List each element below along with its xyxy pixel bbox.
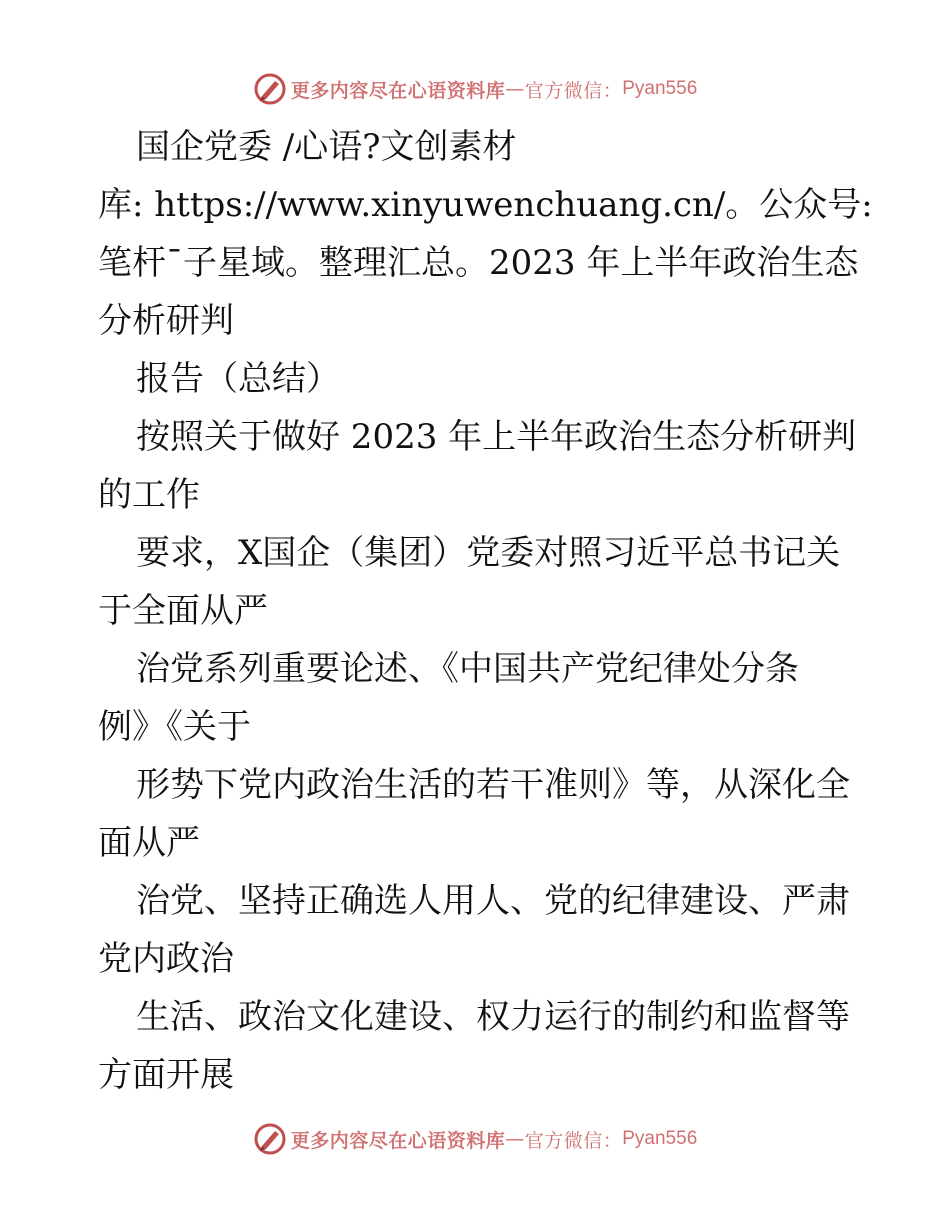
text-line: 方面开展 xyxy=(98,1055,234,1095)
text-line: 要求，X国企（集团）党委对照习近平总书记关 xyxy=(136,533,841,573)
text-line: 例》《关于 xyxy=(98,707,251,747)
text-line: 笔杆¯子星域。整理汇总。2023 年上半年政治生态 xyxy=(98,243,859,283)
text-line: 按照关于做好 2023 年上半年政治生态分析研判 xyxy=(136,417,857,457)
text-line: 治党系列重要论述、《中国共产党纪律处分条 xyxy=(136,649,799,689)
text-line: 形势下党内政治生活的若干准则》等，从深化全 xyxy=(136,765,850,805)
text-line: 治党、坚持正确选人用人、党的纪律建设、严肃 xyxy=(136,881,850,921)
footer-watermark xyxy=(0,1122,950,1156)
text-line: 报告（总结） xyxy=(136,359,340,399)
text-line: 面从严 xyxy=(98,823,200,863)
text-line: 分析研判 xyxy=(98,301,234,341)
document-body xyxy=(98,118,873,1104)
header-watermark xyxy=(0,72,950,106)
text-line: 库: https://www.xinyuwenchuang.cn/。公众号: xyxy=(98,185,873,225)
watermark-dash: — xyxy=(505,1128,525,1150)
watermark-sub-text: 官方微信： xyxy=(524,79,623,102)
watermark-dash: — xyxy=(505,78,525,100)
text-line: 的工作 xyxy=(98,475,200,515)
pen-logo-icon xyxy=(253,72,287,106)
watermark-main-text: 更多内容尽在心语资料库 xyxy=(290,1129,506,1152)
pen-logo-icon xyxy=(253,1122,287,1156)
text-line: 于全面从严 xyxy=(98,591,268,631)
text-line: 生活、政治文化建设、权力运行的制约和监督等 xyxy=(136,997,850,1037)
watermark-wechat-id: Pyan556 xyxy=(622,1128,698,1149)
watermark-wechat-id: Pyan556 xyxy=(622,78,698,99)
text-line: 党内政治 xyxy=(98,939,234,979)
watermark-sub-text: 官方微信： xyxy=(524,1129,623,1152)
text-line: 国企党委 /心语?文创素材 xyxy=(136,127,517,167)
watermark-main-text: 更多内容尽在心语资料库 xyxy=(290,79,506,102)
